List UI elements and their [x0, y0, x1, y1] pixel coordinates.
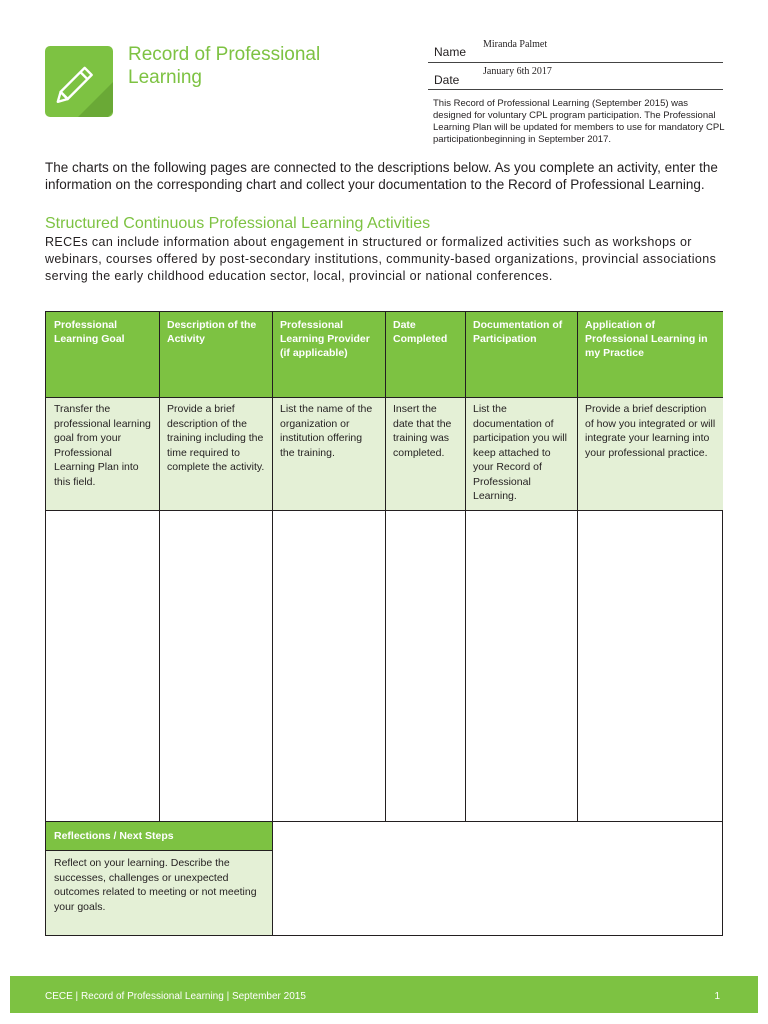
footer	[10, 976, 758, 1013]
column-divider	[577, 312, 578, 821]
entry-cell-application[interactable]	[577, 511, 723, 821]
title-line-2: Learning	[128, 67, 202, 88]
column-header: Description of the Activity	[159, 312, 272, 397]
column-description: List the name of the organization or institution offering the training.	[272, 398, 385, 510]
date-value[interactable]: January 6th 2017	[483, 66, 552, 77]
intro-paragraph: The charts on the following pages are connected to the descriptions below. As you complete an activity, enter the information on the corresponding chart and collect your documentation to the Record of Professional Learning.	[45, 160, 718, 192]
column-description: Provide a brief description of the training including the time required to complete the activity.	[159, 398, 272, 510]
date-label: Date	[434, 73, 460, 87]
column-description: Provide a brief description of how you integrated or will integrate your learning into your professional practice.	[577, 398, 723, 510]
date-underline	[428, 89, 723, 90]
row-divider	[46, 821, 722, 822]
logo	[45, 46, 113, 117]
column-description: Insert the date that the training was completed.	[385, 398, 465, 510]
column-divider	[272, 312, 273, 935]
section-heading: Structured Continuous Professional Learning Activities	[45, 215, 431, 232]
column-divider	[159, 312, 160, 821]
pencil-icon	[45, 46, 113, 117]
column-header: Application of Professional Learning in my Practice	[577, 312, 723, 397]
name-label: Name	[434, 45, 467, 59]
reflections-header: Reflections / Next Steps	[46, 822, 272, 850]
column-header: Professional Learning Goal	[46, 312, 159, 397]
activities-table	[45, 311, 723, 936]
entry-cell-activity[interactable]	[159, 511, 272, 821]
section-description: RECEs can include information about engagement in structured or formalized activities such as workshops or webinars, courses offered by post-secondary institutions, community-based organizations, provincial associations serving the early childhood education sector, local, provincial or national conferences.	[45, 235, 717, 283]
entry-cell-goal[interactable]	[46, 511, 159, 821]
entry-cell-provider[interactable]	[272, 511, 385, 821]
column-divider	[465, 312, 466, 821]
column-header: Date Completed	[385, 312, 465, 397]
title-line-1: Record of Professional	[128, 44, 321, 65]
column-header: Professional Learning Provider (if applicable)	[272, 312, 385, 397]
reflections-entry-cell[interactable]	[273, 822, 723, 935]
notice-text: This Record of Professional Learning (September 2015) was designed for voluntary CPL program participation. The Professional Learning Plan will be updated for members to use for mandatory CPL participationbeginning in September 2017.	[433, 98, 725, 145]
column-description: List the documentation of participation you will keep attached to your Record of Professional Learning.	[465, 398, 577, 510]
name-underline	[428, 62, 723, 63]
footer-text: CECE | Record of Professional Learning | September 2015	[45, 991, 306, 1002]
document-title	[128, 43, 368, 89]
row-divider	[46, 850, 272, 851]
page-number: 1	[714, 991, 720, 1002]
column-divider	[385, 312, 386, 821]
row-divider	[46, 510, 722, 511]
name-value[interactable]: Miranda Palmet	[483, 39, 548, 50]
row-divider	[46, 397, 722, 398]
column-header: Documentation of Participation	[465, 312, 577, 397]
entry-cell-date[interactable]	[385, 511, 465, 821]
entry-cell-documentation[interactable]	[465, 511, 577, 821]
column-description: Transfer the professional learning goal from your Professional Learning Plan into this field.	[46, 398, 159, 510]
reflections-description: Reflect on your learning. Describe the successes, challenges or unexpected outcomes related to meeting or not meeting your goals.	[46, 851, 272, 935]
